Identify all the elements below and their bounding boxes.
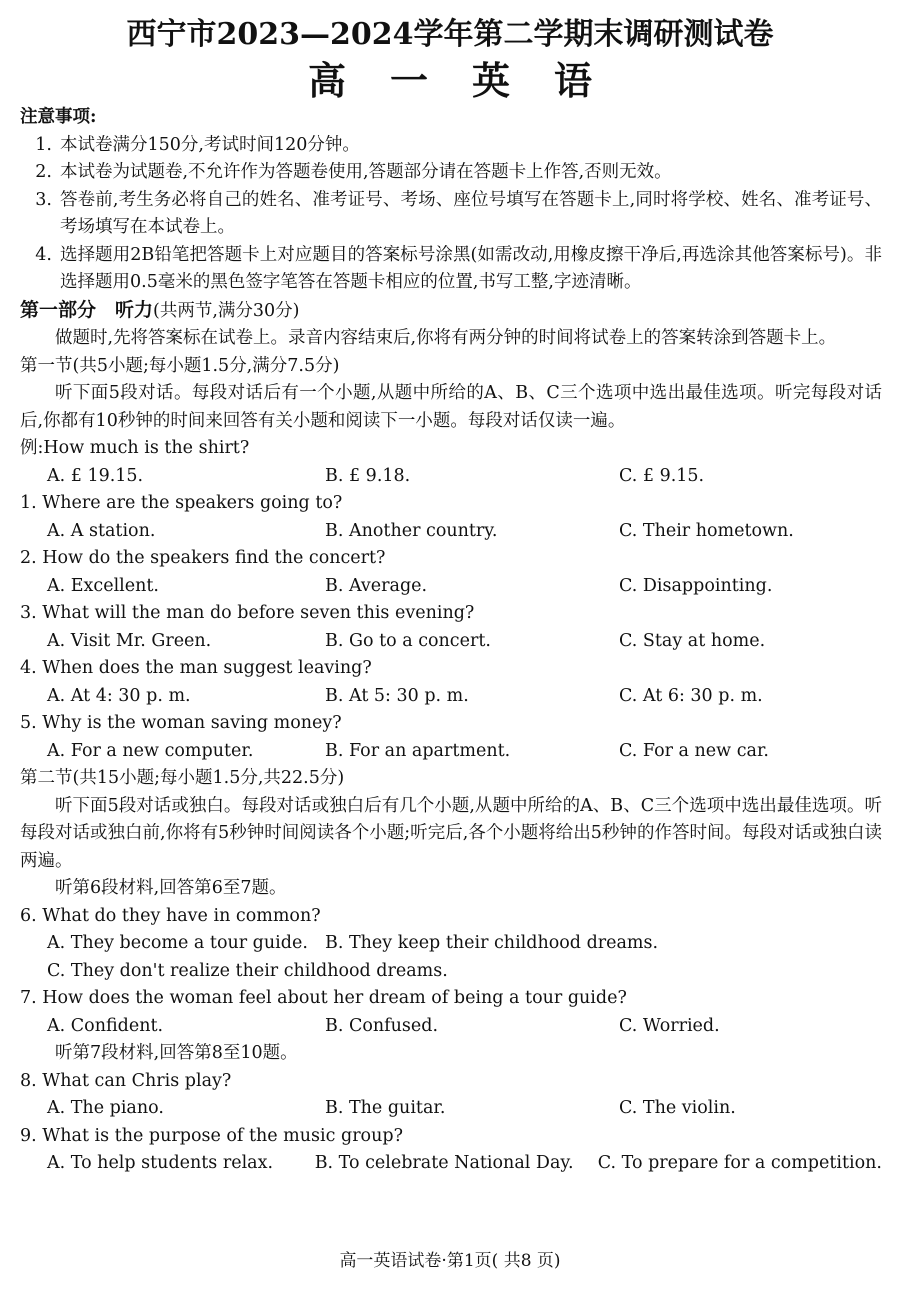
example-question: 例:How much is the shirt? — [20, 438, 250, 458]
question-8: 8. What can Chris play? — [20, 1070, 232, 1091]
section1-intro: 听下面5段对话。每段对话后有一个小题,从题中所给的A、B、C三个选项中选出最佳选项。听完每段对话后,你都有10秒钟的时间来回答有关小题和阅读下一小题。每段对话仅读一遍。 — [20, 383, 882, 431]
question-7-options: A. Confident. B. Confused. C. Worried. — [47, 1015, 720, 1036]
question-4: 4. When does the man suggest leaving? — [20, 658, 372, 678]
question-9-options: A. To help students relax. B. To celebrate National Day. C. To prepare for a competition. — [47, 1153, 882, 1173]
notice-heading: 注意事项: — [20, 107, 97, 127]
question-3-options: A. Visit Mr. Green. B. Go to a concert. C. Stay at home. — [47, 630, 766, 651]
question-1: 1. Where are the speakers going to? — [20, 493, 343, 513]
section2-intro: 听下面5段对话或独白。每段对话或独白后有几个小题,从题中所给的A、B、C三个选项中选出最佳选项。听每段对话或独白前,你将有5秒钟时间阅读各个小题;听完后,各个小题将给出5秒钟的作答时间。每段对话或独白读两遍。 — [20, 795, 882, 871]
question-5-options: A. For a new computer. B. For an apartment. C. For a new car. — [47, 740, 769, 761]
example-options: A. £ 19.15. B. £ 9.18. C. £ 9.15. — [47, 465, 705, 486]
question-2-options: A. Excellent. B. Average. C. Disappointing. — [47, 575, 773, 596]
material-6-instruction: 听第6段材料,回答第6至7题。 — [55, 878, 287, 898]
question-7: 7. How does the woman feel about her dream of being a tour guide? — [20, 988, 627, 1008]
part1-intro: 做题时,先将答案标在试卷上。录音内容结束后,你将有两分钟的时间将试卷上的答案转涂到答题卡上。 — [55, 328, 837, 348]
exam-subject: 高一英语 — [307, 58, 636, 103]
question-9: 9. What is the purpose of the music group? — [20, 1125, 403, 1146]
notice-item: 3. 答卷前,考生务必将自己的姓名、准考证号、考场、座位号填写在答题卡上,同时将学校、姓名、准考证号、考场填写在本试卷上。 — [35, 189, 882, 237]
question-5: 5. Why is the woman saving money? — [20, 713, 342, 733]
notice-item: 2. 本试卷为试题卷,不允许作为答题卷使用,答题部分请在答题卡上作答,否则无效。 — [35, 162, 672, 182]
question-6-option-c: C. They don't realize their childhood dreams. — [47, 960, 448, 981]
notice-item: 4. 选择题用2B铅笔把答题卡上对应题目的答案标号涂黑(如需改动,用橡皮擦干净后,再选涂其他答案标号)。非选择题用0.5毫米的黑色签字笔答在答题卡相应的位置,书写工整,字迹清晰。 — [35, 244, 882, 292]
question-6: 6. What do they have in common? — [20, 905, 321, 926]
exam-content — [20, 104, 882, 1178]
question-3: 3. What will the man do before seven this evening? — [20, 603, 475, 623]
material-7-instruction: 听第7段材料,回答第8至10题。 — [55, 1043, 298, 1063]
part1-heading: 第一部分 听力(共两节,满分30分) — [20, 298, 300, 321]
exam-title: 西宁市2023—2024学年第二学期末调研测试卷 — [126, 17, 774, 52]
notice-item: 1. 本试卷满分150分,考试时间120分钟。 — [35, 134, 360, 155]
question-4-options: A. At 4: 30 p. m. B. At 5: 30 p. m. C. At 6: 30 p. m. — [47, 685, 763, 706]
page-footer: 高一英语试卷·第1页( 共8 页) — [339, 1251, 561, 1271]
section1-heading: 第一节(共5小题;每小题1.5分,满分7.5分) — [20, 355, 340, 376]
question-2: 2. How do the speakers find the concert? — [20, 548, 386, 568]
question-8-options: A. The piano. B. The guitar. C. The violin. — [47, 1098, 736, 1118]
question-6-options: A. They become a tour guide. B. They keep their childhood dreams. — [47, 933, 659, 953]
question-1-options: A. A station. B. Another country. C. Their hometown. — [47, 520, 794, 541]
section2-heading: 第二节(共15小题;每小题1.5分,共22.5分) — [20, 768, 345, 788]
